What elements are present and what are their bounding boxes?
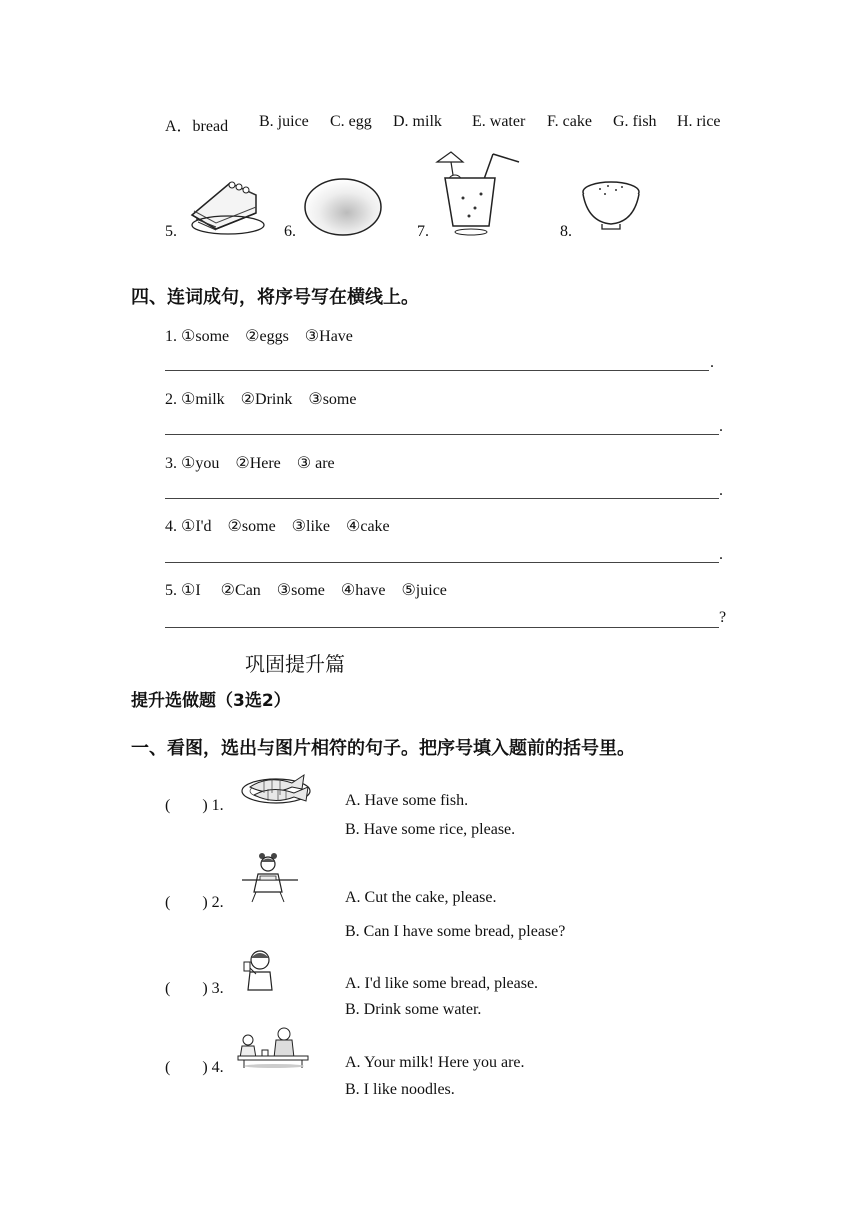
option-b-text: B. Have some rice, please. [345,821,516,838]
option-a-text: A. I'd like some bread, please. [345,975,539,992]
option-b-text: B. Drink some water. [345,1001,482,1018]
girl-cutting-cake-icon [240,852,300,906]
option-e: E. water [472,113,526,130]
sub-title: 提升选做题（3选2） [131,691,291,711]
reorder-item-1: 1. ①some ②eggs ③Have [165,328,353,345]
picture-item-number: 5. [165,223,177,240]
section-heading: 四、连词成句，将序号写在横线上。 [131,287,419,308]
picture-item-number: 6. [284,223,296,240]
question-label: ( ) 3. [165,980,224,997]
option-b-text: B. I like noodles. [345,1081,455,1098]
reorder-item-3: 3. ①you ②Here ③ are [165,455,335,472]
sentence-end-mark: . [710,354,714,371]
sentence-end-mark: . [719,418,723,435]
option-a-text: A. Have some fish. [345,792,469,809]
option-a-text: A. Your milk! Here you are. [345,1054,525,1071]
sentence-end-mark: . [719,482,723,499]
section-heading: 一、看图，选出与图片相符的句子。把序号填入题前的括号里。 [131,738,635,759]
sentence-end-mark: ? [719,609,727,626]
question-label: ( ) 1. [165,797,224,814]
reorder-item-2: 2. ①milk ②Drink ③some [165,391,357,408]
egg-icon [302,176,384,238]
fish-plate-icon [238,767,316,809]
rice-bowl-icon [580,176,642,232]
boy-drinking-icon [236,946,280,992]
option-h: H. rice [677,113,721,130]
cake-slice-icon [186,175,266,237]
option-a: A．bread [165,118,229,135]
option-c: C. egg [330,113,372,130]
reorder-item-4: 4. ①I'd ②some ③like ④cake [165,518,390,535]
reorder-item-5: 5. ①I ②Can ③some ④have ⑤juice [165,582,447,599]
answer-line[interactable] [165,370,709,371]
question-label: ( ) 4. [165,1059,224,1076]
sentence-end-mark: . [719,546,723,563]
answer-line[interactable] [165,434,719,435]
option-b-text: B. Can I have some bread, please? [345,923,566,940]
family-table-icon [236,1026,310,1068]
option-b: B. juice [259,113,309,130]
answer-line[interactable] [165,498,719,499]
juice-glass-icon [433,148,525,238]
question-label: ( ) 2. [165,894,224,911]
picture-item-number: 7. [417,223,429,240]
option-f: F. cake [547,113,592,130]
option-g: G. fish [613,113,657,130]
answer-line[interactable] [165,562,719,563]
answer-line[interactable] [165,627,719,628]
option-d: D. milk [393,113,442,130]
part-title: 巩固提升篇 [245,652,345,676]
option-a-text: A. Cut the cake, please. [345,889,497,906]
picture-item-number: 8. [560,223,572,240]
